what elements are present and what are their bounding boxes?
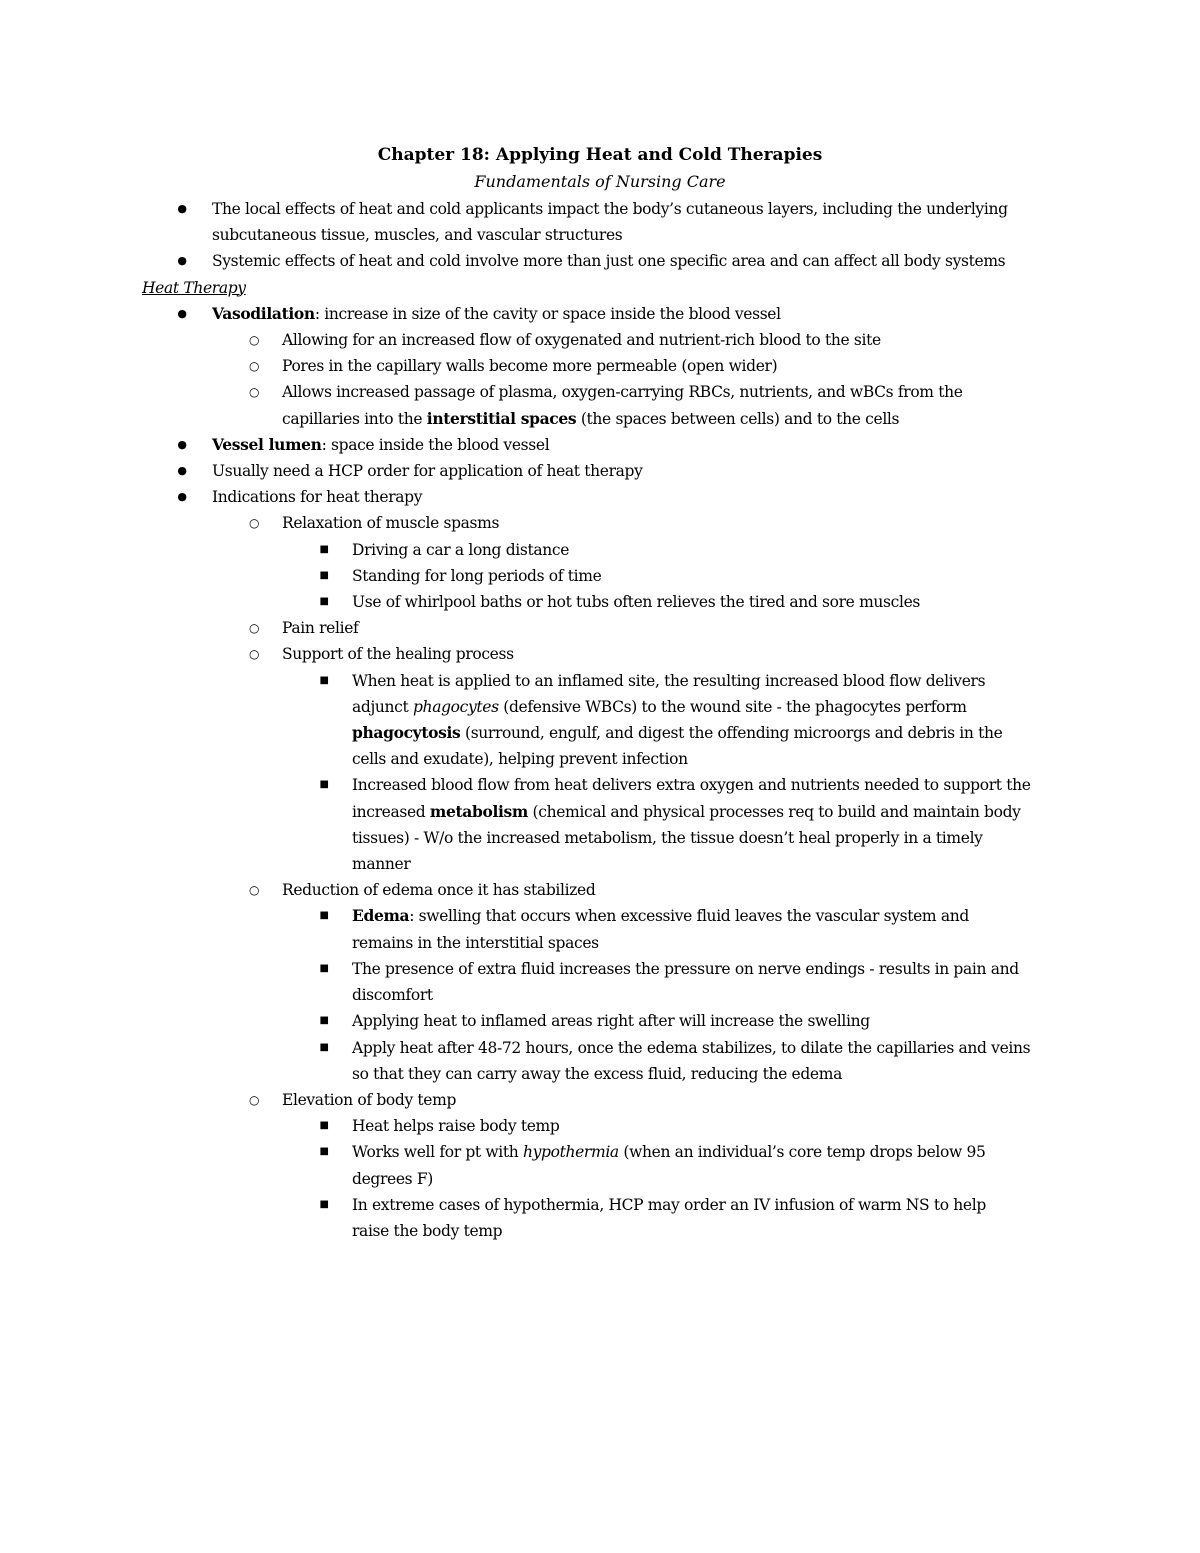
term-edema: Edema <box>352 906 410 926</box>
bullet-indications: ● Indications for heat therapy <box>0 484 1200 510</box>
list-item-metabolism-cont: tissues) - W/o the increased metabolism, the tissue doesn’t heal properly in a timely <box>352 828 983 847</box>
bullet-dot-icon: ● <box>177 437 187 451</box>
bullet-circle-icon: ○ <box>248 516 260 531</box>
subbullet-muscle-spasms: ○ Relaxation of muscle spasms <box>0 510 1200 536</box>
list-item-metabolism: ■ Increased blood flow from heat delivers extra oxygen and nutrients needed to support the <box>0 772 1200 798</box>
term-vasodilation: Vasodilation <box>212 303 315 323</box>
term-phagocytosis: phagocytosis <box>352 723 461 743</box>
page-title: Chapter 18: Applying Heat and Cold Therapies <box>377 145 823 165</box>
subbullet-healing-process: ○ Support of the healing process <box>0 641 1200 667</box>
list-item-apply-heat-timing-cont: so that they can carry away the excess fluid, reducing the edema <box>352 1064 842 1083</box>
bullet-square-icon: ■ <box>319 543 329 555</box>
bullet-square-icon: ■ <box>319 1146 329 1158</box>
subbullet-edema-reduction: ○ Reduction of edema once it has stabilized <box>0 877 1200 903</box>
bullet-dot-icon: ● <box>177 306 187 320</box>
bullet-square-icon: ■ <box>319 1198 329 1210</box>
bullet-circle-icon: ○ <box>248 385 260 400</box>
bullet-square-icon: ■ <box>319 779 329 791</box>
bullet-square-icon: ■ <box>319 1041 329 1053</box>
bullet-hcp-order: ● Usually need a HCP order for application of heat therapy <box>0 458 1200 484</box>
bullet-square-icon: ■ <box>319 962 329 974</box>
bullet-vasodilation: ● Vasodilation: increase in size of the cavity or space inside the blood vessel <box>0 301 1200 327</box>
term-metabolism: metabolism <box>429 801 528 821</box>
list-item-hypothermia-cont: degrees F) <box>352 1169 433 1188</box>
subbullet-body-temp: ○ Elevation of body temp <box>0 1087 1200 1113</box>
list-item-phagocytes: ■ When heat is applied to an inflamed site, the resulting increased blood flow delivers <box>0 668 1200 694</box>
list-item: ■ Use of whirlpool baths or hot tubs often relieves the tired and sore muscles <box>0 589 1200 615</box>
list-item-extra-fluid: ■ The presence of extra fluid increases the pressure on nerve endings - results in pain and <box>0 956 1200 982</box>
list-item-hypothermia: ■ Works well for pt with hypothermia (when an individual’s core temp drops below 95 <box>0 1139 1200 1165</box>
bullet-circle-icon: ○ <box>248 647 260 662</box>
term-interstitial-spaces: interstitial spaces <box>426 408 577 428</box>
list-item-iv-infusion: ■ In extreme cases of hypothermia, HCP may order an IV infusion of warm NS to help <box>0 1192 1200 1218</box>
bullet-dot-icon: ● <box>177 254 187 268</box>
bullet-circle-icon: ○ <box>248 333 260 348</box>
list-item-edema-definition-cont: remains in the interstitial spaces <box>352 933 599 952</box>
subbullet-increased-passage-cont: capillaries into the interstitial spaces (the spaces between cells) and to the cells <box>282 408 900 428</box>
bullet-square-icon: ■ <box>319 1120 329 1132</box>
bullet-square-icon: ■ <box>319 674 329 686</box>
bullet-square-icon: ■ <box>319 910 329 922</box>
subbullet-increased-passage: ○ Allows increased passage of plasma, oxygen-carrying RBCs, nutrients, and wBCs from the <box>0 379 1200 405</box>
bullet-circle-icon: ○ <box>248 883 260 898</box>
list-item-metabolism-cont: manner <box>352 855 411 874</box>
bullet-square-icon: ■ <box>319 596 329 608</box>
list-item-phagocytes-cont: cells and exudate), helping prevent infection <box>352 750 688 769</box>
subbullet-pores-permeable: ○ Pores in the capillary walls become more permeable (open wider) <box>0 353 1200 379</box>
bullet-dot-icon: ● <box>177 490 187 504</box>
list-item-apply-heat-timing: ■ Apply heat after 48-72 hours, once the edema stabilizes, to dilate the capillaries and veins <box>0 1035 1200 1061</box>
list-item-extra-fluid-cont: discomfort <box>352 986 433 1005</box>
subbullet-pain-relief: ○ Pain relief <box>0 615 1200 641</box>
bullet-square-icon: ■ <box>319 1015 329 1027</box>
bullet-circle-icon: ○ <box>248 621 260 636</box>
bullet-vessel-lumen: ● Vessel lumen: space inside the blood vessel <box>0 432 1200 458</box>
intro-bullet-local-effects-cont: subcutaneous tissue, muscles, and vascular structures <box>212 226 623 245</box>
notes-content <box>0 196 1200 1244</box>
bullet-dot-icon: ● <box>177 464 187 478</box>
term-phagocytes: phagocytes <box>412 697 499 716</box>
bullet-square-icon: ■ <box>319 569 329 581</box>
term-vessel-lumen: Vessel lumen <box>212 434 322 454</box>
intro-bullet-systemic-effects: ● Systemic effects of heat and cold involve more than just one specific area and can affect all body systems <box>0 248 1200 274</box>
bullet-circle-icon: ○ <box>248 1092 260 1107</box>
page-subtitle: Fundamentals of Nursing Care <box>474 172 726 191</box>
list-item-metabolism-cont: increased metabolism (chemical and physical processes req to build and maintain body <box>352 801 1021 821</box>
list-item-phagocytes-cont: adjunct phagocytes (defensive WBCs) to the wound site - the phagocytes perform <box>352 697 967 716</box>
list-item-raise-temp: ■ Heat helps raise body temp <box>0 1113 1200 1139</box>
bullet-dot-icon: ● <box>177 202 187 215</box>
list-item-iv-infusion-cont: raise the body temp <box>352 1221 503 1240</box>
section-heading-heat-therapy: Heat Therapy <box>142 278 246 297</box>
list-item-inflamed-areas: ■ Applying heat to inflamed areas right after will increase the swelling <box>0 1008 1200 1034</box>
term-hypothermia: hypothermia <box>522 1143 619 1162</box>
subbullet-increased-flow: ○ Allowing for an increased flow of oxygenated and nutrient-rich blood to the site <box>0 327 1200 353</box>
list-item: ■ Standing for long periods of time <box>0 563 1200 589</box>
list-item-edema-definition: ■ Edema: swelling that occurs when excessive fluid leaves the vascular system and <box>0 903 1200 929</box>
intro-bullet-local-effects: ● The local effects of heat and cold applicants impact the body’s cutaneous layers, including the underlying <box>0 196 1200 222</box>
bullet-circle-icon: ○ <box>248 359 260 374</box>
list-item-phagocytes-cont: phagocytosis (surround, engulf, and digest the offending microorgs and debris in the <box>352 723 1003 743</box>
list-item: ■ Driving a car a long distance <box>0 537 1200 563</box>
